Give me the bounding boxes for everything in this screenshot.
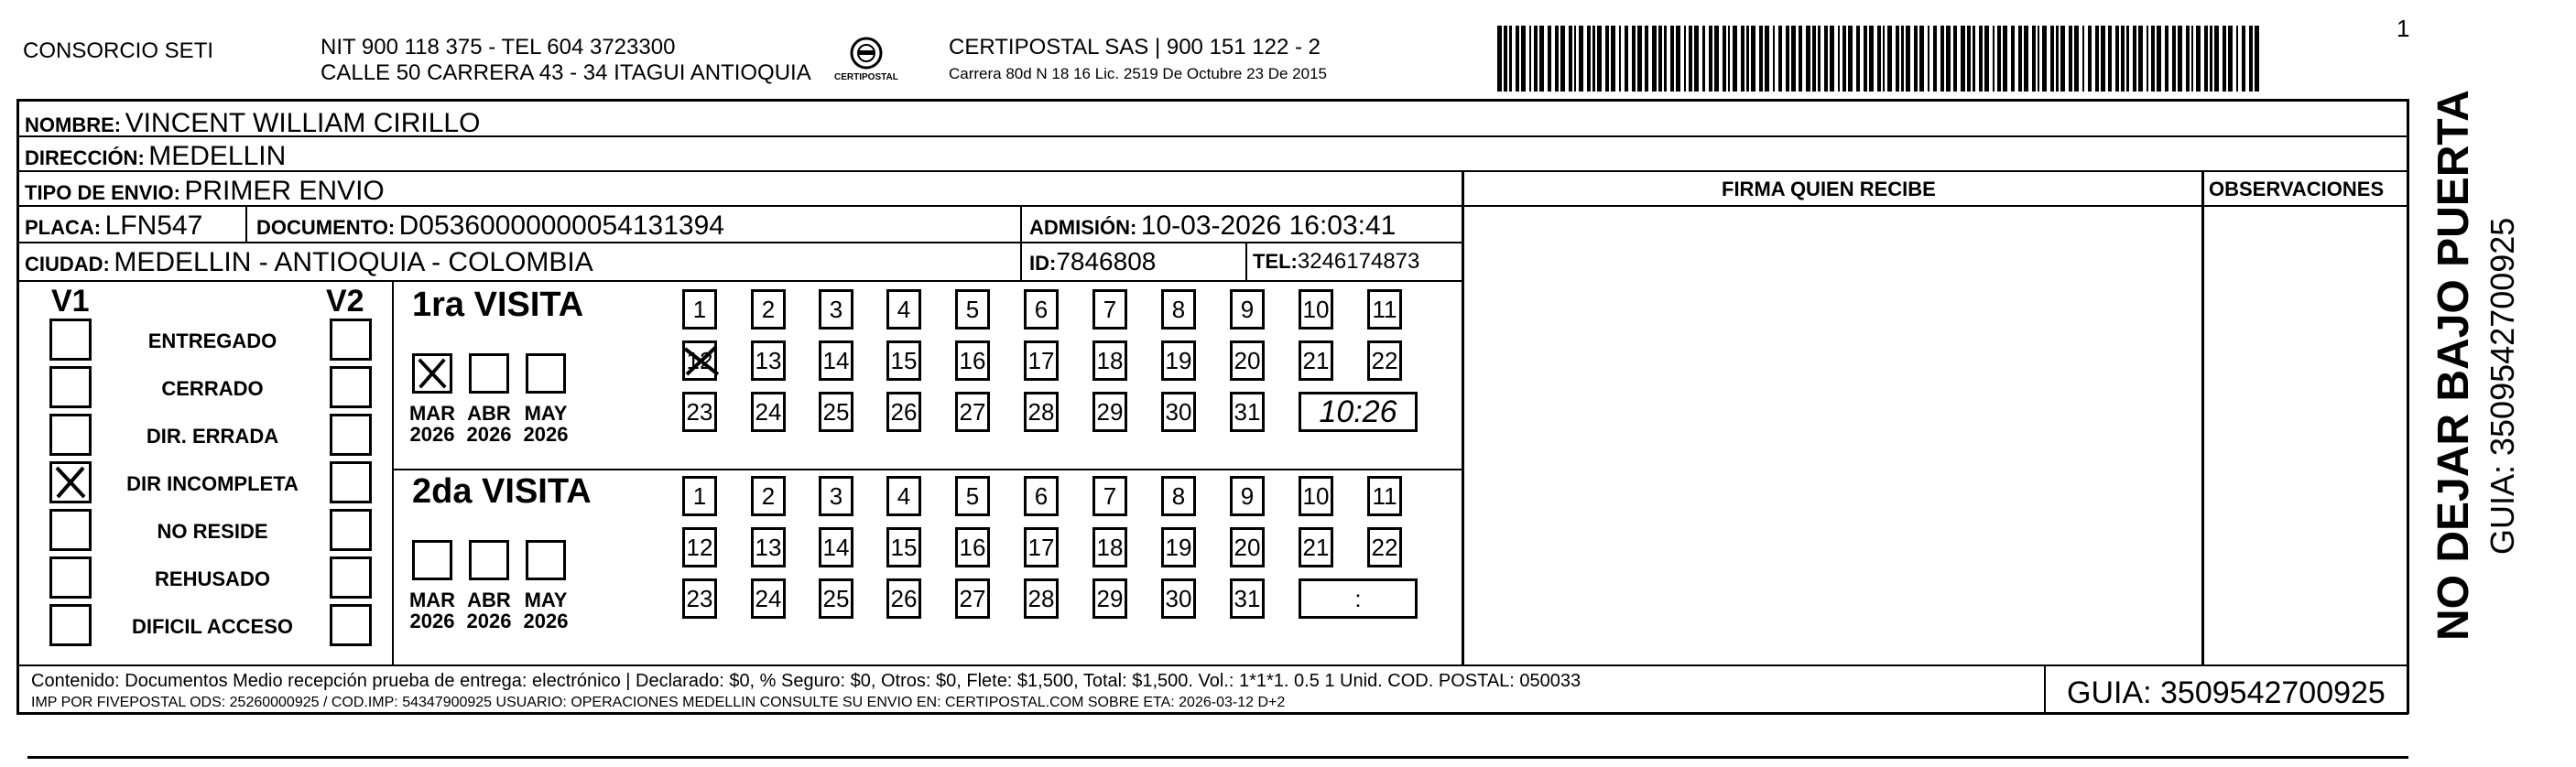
month-label: MAY 2026 <box>523 589 569 633</box>
day-box[interactable]: 13 <box>751 340 786 381</box>
day-box[interactable]: 22 <box>1367 340 1402 381</box>
day-box[interactable]: 2 <box>751 476 786 516</box>
month-label: MAY 2026 <box>523 402 569 447</box>
license-line: Carrera 80d N 18 16 Lic. 2519 De Octubre 23 De 2015 <box>949 65 1327 82</box>
day-box[interactable]: 3 <box>819 476 853 516</box>
admision-value: 10-03-2026 16:03:41 <box>1140 211 1397 241</box>
side-warning: NO DEJAR BAJO PUERTA <box>2429 90 2478 641</box>
visit-title: 2da VISITA <box>412 472 592 511</box>
v2-checkbox[interactable] <box>330 414 372 456</box>
day-box[interactable]: 28 <box>1024 392 1059 432</box>
v1-checkbox[interactable] <box>49 604 92 646</box>
status-label: DIR. ERRADA <box>146 425 279 448</box>
documento-label: DOCUMENTO: <box>256 216 396 239</box>
month-checkbox[interactable] <box>412 540 452 580</box>
day-box[interactable]: 16 <box>955 340 990 381</box>
v2-checkbox[interactable] <box>330 461 372 503</box>
v1-header: V1 <box>51 284 90 319</box>
day-box[interactable]: 21 <box>1299 527 1333 567</box>
month-checkbox[interactable] <box>469 353 509 394</box>
day-box[interactable]: 29 <box>1092 392 1127 432</box>
day-box[interactable]: 11 <box>1367 476 1402 516</box>
month-checkbox[interactable] <box>412 353 452 394</box>
visit-title: 1ra VISITA <box>412 286 584 324</box>
day-box[interactable]: 20 <box>1230 527 1265 567</box>
day-box[interactable]: 8 <box>1161 476 1196 516</box>
v2-checkbox[interactable] <box>330 509 372 551</box>
day-box[interactable]: 18 <box>1092 340 1127 381</box>
v1-checkbox[interactable] <box>49 509 92 551</box>
documento-value: D05360000000054131394 <box>398 211 724 241</box>
day-box[interactable]: 14 <box>819 527 853 567</box>
direccion-row <box>25 143 286 170</box>
day-box[interactable]: 1 <box>682 476 717 516</box>
direccion-value: MEDELLIN <box>148 141 287 171</box>
day-box[interactable]: 31 <box>1230 578 1265 619</box>
day-box[interactable]: 26 <box>886 578 921 619</box>
status-label: DIFICIL ACCESO <box>131 615 293 638</box>
direccion-label: DIRECCIÓN: <box>25 146 145 169</box>
ciudad-label: CIUDAD: <box>25 253 110 275</box>
day-box[interactable]: 14 <box>819 340 853 381</box>
month-label: ABR 2026 <box>466 589 512 633</box>
month-checkbox[interactable] <box>526 540 566 580</box>
day-box[interactable]: 4 <box>886 289 921 329</box>
observaciones-header: OBSERVACIONES <box>2209 178 2385 200</box>
day-box[interactable]: 12 <box>682 340 717 381</box>
firma-header: FIRMA QUIEN RECIBE <box>1722 178 1936 200</box>
day-box[interactable]: 13 <box>751 527 786 567</box>
month-label: MAR 2026 <box>408 589 456 633</box>
day-box[interactable]: 11 <box>1367 289 1402 329</box>
day-box[interactable]: 25 <box>819 392 853 432</box>
imp-line: IMP POR FIVEPOSTAL ODS: 25260000925 / COD.IMP: 54347900925 USUARIO: OPERACIONES MEDELLIN CONSULTE SU ENVIO EN: CERTIPOSTAL.COM SOBRE ETA: 2026-03-12 D+2 <box>31 695 1286 710</box>
tipo-value: PRIMER ENVIO <box>184 176 385 206</box>
barcode <box>1497 26 2262 92</box>
side-guia: GUIA: 3509542700925 <box>2484 217 2521 555</box>
day-box[interactable]: 19 <box>1161 527 1196 567</box>
day-box[interactable]: 15 <box>886 527 921 567</box>
corner-mark: 1 <box>2397 15 2410 42</box>
day-box[interactable]: 25 <box>819 578 853 619</box>
footer-guia: GUIA: 3509542700925 <box>2067 675 2386 710</box>
day-box[interactable]: 6 <box>1024 476 1059 516</box>
tipo-label: TIPO DE ENVIO: <box>25 181 180 204</box>
day-box[interactable]: 31 <box>1230 392 1265 432</box>
id-label: ID: <box>1029 252 1057 275</box>
admision-cell <box>1029 212 1396 240</box>
day-box[interactable]: 2 <box>751 289 786 329</box>
ciudad-cell <box>25 249 593 276</box>
day-box[interactable]: 24 <box>751 392 786 432</box>
day-box[interactable]: 30 <box>1161 578 1196 619</box>
address-line: CALLE 50 CARRERA 43 - 34 ITAGUI ANTIOQUIA <box>321 60 811 85</box>
day-box[interactable]: 27 <box>955 392 990 432</box>
day-box[interactable]: 9 <box>1230 476 1265 516</box>
tipo-row <box>25 178 385 205</box>
day-box[interactable]: 1 <box>682 289 717 329</box>
day-box[interactable]: 26 <box>886 392 921 432</box>
day-box[interactable]: 19 <box>1161 340 1196 381</box>
nombre-value: VINCENT WILLIAM CIRILLO <box>125 108 481 138</box>
v2-header: V2 <box>326 284 364 319</box>
status-label: NO RESIDE <box>157 520 268 543</box>
month-checkbox[interactable] <box>526 353 566 394</box>
v1-checkbox[interactable] <box>49 319 92 361</box>
nombre-row <box>25 110 480 137</box>
admision-label: ADMISIÓN: <box>1029 216 1137 239</box>
day-box[interactable]: 18 <box>1092 527 1127 567</box>
day-box[interactable]: 15 <box>886 340 921 381</box>
v2-checkbox[interactable] <box>330 366 372 408</box>
day-box[interactable]: 30 <box>1161 392 1196 432</box>
status-label: REHUSADO <box>155 567 270 590</box>
month-label: ABR 2026 <box>466 402 512 447</box>
day-box[interactable]: 28 <box>1024 578 1059 619</box>
v2-checkbox[interactable] <box>330 604 372 646</box>
status-label: CERRADO <box>161 377 264 400</box>
day-box[interactable]: 5 <box>955 476 990 516</box>
certipostal-logo-icon <box>829 35 904 90</box>
tel-label: TEL: <box>1253 250 1298 273</box>
status-label: DIR INCOMPLETA <box>126 472 299 495</box>
day-box[interactable]: 6 <box>1024 289 1059 329</box>
day-box[interactable]: 20 <box>1230 340 1265 381</box>
v1-checkbox[interactable] <box>49 366 92 408</box>
day-box[interactable]: 24 <box>751 578 786 619</box>
day-box[interactable]: 17 <box>1024 340 1059 381</box>
placa-label: PLACA: <box>25 216 102 239</box>
day-box[interactable]: 12 <box>682 527 717 567</box>
time-box[interactable]: : <box>1299 578 1418 619</box>
day-box[interactable]: 27 <box>955 578 990 619</box>
month-label: MAR 2026 <box>408 402 456 447</box>
day-box[interactable]: 16 <box>955 527 990 567</box>
v2-checkbox[interactable] <box>330 319 372 361</box>
day-box[interactable]: 23 <box>682 578 717 619</box>
v1-checkbox[interactable] <box>49 414 92 456</box>
nit-line: NIT 900 118 375 - TEL 604 3723300 <box>321 35 676 59</box>
day-box[interactable]: 10 <box>1299 476 1333 516</box>
day-box[interactable]: 3 <box>819 289 853 329</box>
company-name: CONSORCIO SETI <box>23 38 214 63</box>
time-box[interactable]: 10:26 <box>1299 392 1418 432</box>
placa-cell <box>25 212 202 240</box>
logo-text: CERTIPOSTAL <box>834 72 898 82</box>
day-box[interactable]: 7 <box>1092 476 1127 516</box>
v1-checkbox[interactable] <box>49 556 92 599</box>
day-box[interactable]: 23 <box>682 392 717 432</box>
day-box[interactable]: 7 <box>1092 289 1127 329</box>
day-box[interactable]: 21 <box>1299 340 1333 381</box>
ciudad-value: MEDELLIN - ANTIOQUIA - COLOMBIA <box>114 247 593 277</box>
month-checkbox[interactable] <box>469 540 509 580</box>
status-label: ENTREGADO <box>147 329 277 352</box>
id-cell <box>1029 249 1156 275</box>
day-box[interactable]: 22 <box>1367 527 1402 567</box>
day-box[interactable]: 8 <box>1161 289 1196 329</box>
nombre-label: NOMBRE: <box>25 113 122 136</box>
day-box[interactable]: 5 <box>955 289 990 329</box>
provider-line: CERTIPOSTAL SAS | 900 151 122 - 2 <box>949 35 1321 59</box>
day-box[interactable]: 9 <box>1230 289 1265 329</box>
tel-cell <box>1253 251 1419 273</box>
v2-checkbox[interactable] <box>330 556 372 599</box>
day-box[interactable]: 29 <box>1092 578 1127 619</box>
v1-checkbox[interactable] <box>49 461 92 503</box>
contenido-line: Contenido: Documentos Medio recepción prueba de entrega: electrónico | Declarado: $0, % Seguro: $0, Otros: $0, Flete: $1,500, Total: $1,500. Vol.: 1*1*1. 0.5 1 Unid. COD. POSTAL: 050033 <box>31 671 1581 691</box>
tel-value: 3246174873 <box>1297 249 1420 274</box>
documento-cell <box>256 212 724 240</box>
day-box[interactable]: 4 <box>886 476 921 516</box>
day-box[interactable]: 10 <box>1299 289 1333 329</box>
id-value: 7846808 <box>1056 247 1157 275</box>
placa-value: LFN547 <box>104 211 203 241</box>
day-box[interactable]: 17 <box>1024 527 1059 567</box>
